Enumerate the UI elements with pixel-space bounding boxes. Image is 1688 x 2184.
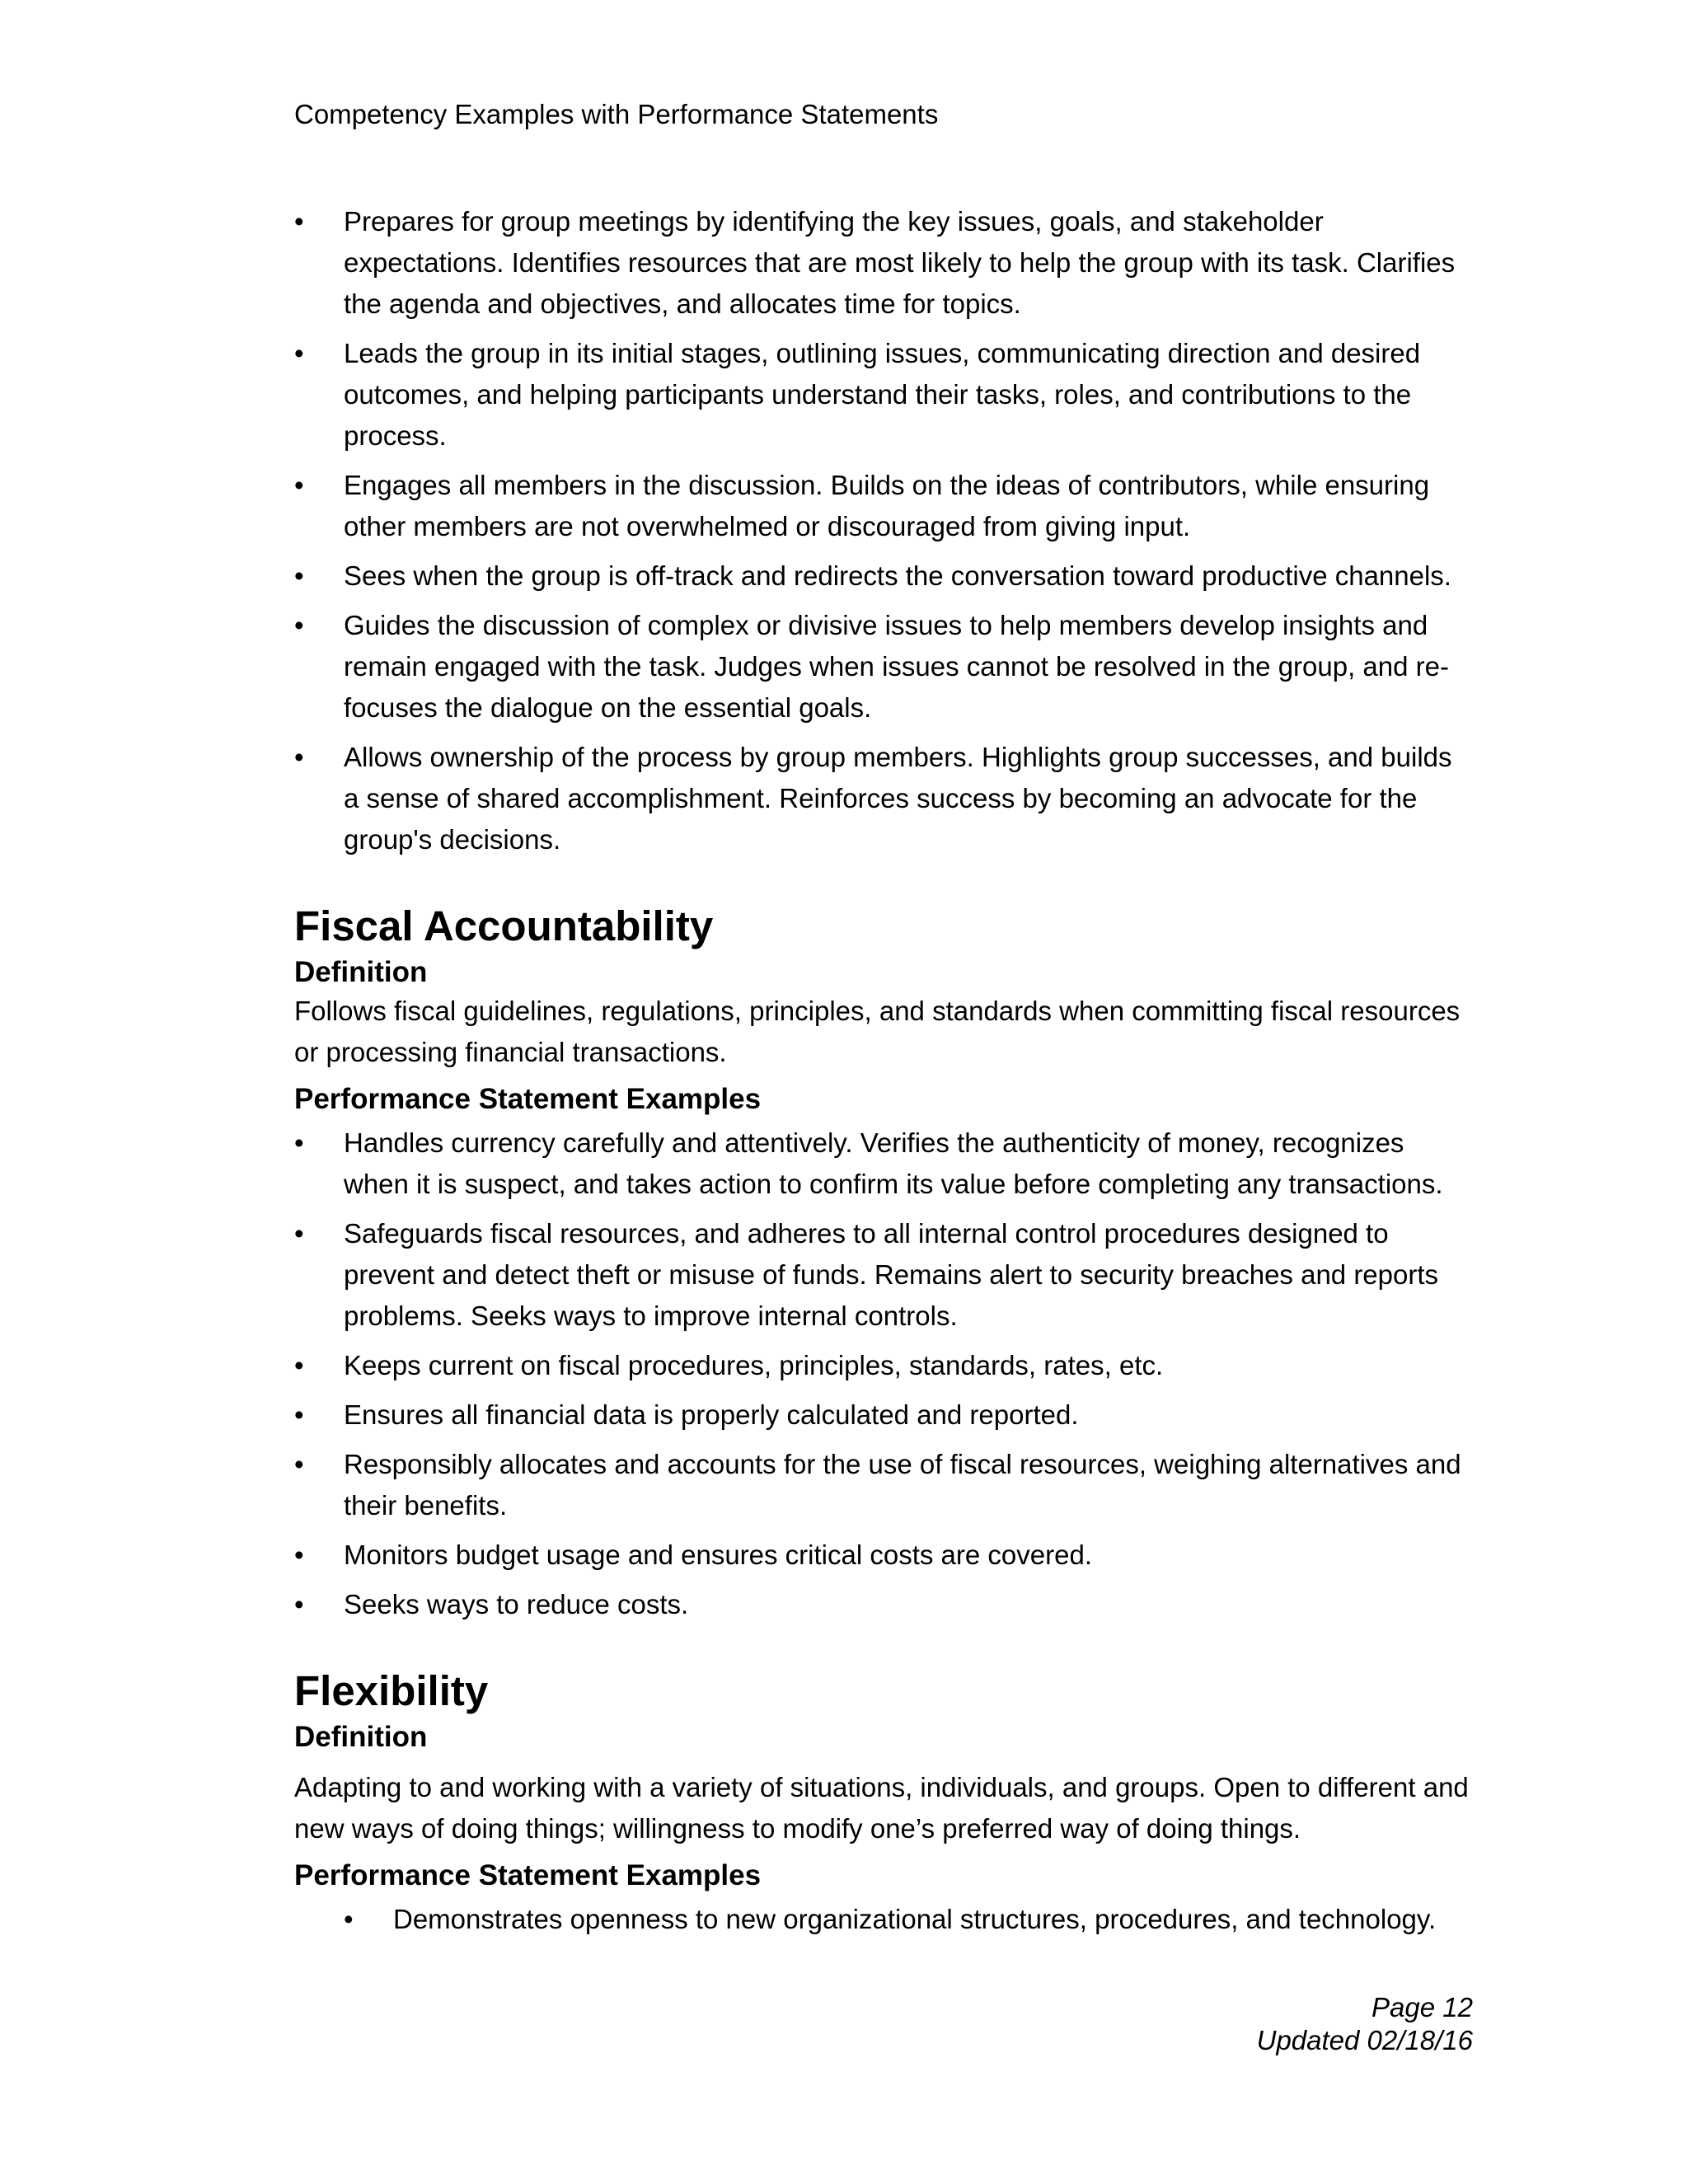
list-item: • Demonstrates openness to new organizational structures, procedures, and technology. — [344, 1899, 1473, 1940]
definition-text: Follows fiscal guidelines, regulations, principles, and standards when committing fiscal resources or processing financial transactions. — [294, 996, 1461, 1067]
list-item: • Leads the group in its initial stages, outlining issues, communicating direction and desired outcomes, and helping participants understand their tasks, roles, and contributions to the process. — [294, 333, 1473, 457]
list-item: • Guides the discussion of complex or divisive issues to help members develop insights and remain engaged with the task. Judges when issues cannot be resolved in the group, and re-focuses the dialogue on the essential goals. — [294, 605, 1473, 729]
running-header: Competency Examples with Performance Statements — [294, 99, 939, 129]
list-item: • Responsibly allocates and accounts for the use of fiscal resources, weighing alternatives and their benefits. — [294, 1444, 1473, 1526]
page-footer — [1257, 1991, 1473, 2057]
examples-heading: Performance Statement Examples — [294, 1083, 762, 1115]
fiscal-accountability-section — [294, 902, 1473, 1625]
updated-date: Updated 02/18/16 — [1256, 2025, 1473, 2055]
list-item: • Engages all members in the discussion. Builds on the ideas of contributors, while ensuring other members are not overwhelmed or discouraged from giving input. — [294, 465, 1473, 547]
examples-heading: Performance Statement Examples — [294, 1859, 762, 1891]
examples-list — [294, 1899, 1473, 1940]
examples-list — [294, 1122, 1473, 1625]
definition-text: Adapting to and working with a variety of situations, individuals, and groups. Open to different and new ways of doing things; willingness to modify one’s preferred way of doing things. — [294, 1772, 1469, 1844]
list-item: • Handles currency carefully and attentively. Verifies the authenticity of money, recognizes when it is suspect, and takes action to confirm its value before completing any transactions. — [294, 1122, 1473, 1205]
list-item: • Sees when the group is off-track and redirects the conversation toward productive channels. — [294, 555, 1473, 597]
list-item: • Monitors budget usage and ensures critical costs are covered. — [294, 1535, 1473, 1576]
flexibility-section — [294, 1666, 1473, 1940]
list-item: • Ensures all financial data is properly calculated and reported. — [294, 1394, 1473, 1436]
section-title: Flexibility — [294, 1667, 489, 1714]
page-number: Page 12 — [1372, 1992, 1473, 2022]
intro-bullet-list — [294, 201, 1473, 860]
section-title: Fiscal Accountability — [294, 902, 714, 949]
list-item: • Safeguards fiscal resources, and adheres to all internal control procedures designed to prevent and detect theft or misuse of funds. Remains alert to security breaches and reports problems. Seeks ways to improve internal controls. — [294, 1213, 1473, 1337]
page-content — [294, 201, 1473, 1948]
definition-heading: Definition — [294, 956, 428, 988]
list-item: • Seeks ways to reduce costs. — [294, 1584, 1473, 1625]
definition-heading: Definition — [294, 1721, 428, 1753]
list-item: • Allows ownership of the process by group members. Highlights group successes, and builds a sense of shared accomplishment. Reinforces success by becoming an advocate for the group's decisions. — [294, 737, 1473, 860]
list-item: • Keeps current on fiscal procedures, principles, standards, rates, etc. — [294, 1345, 1473, 1386]
list-item: • Prepares for group meetings by identifying the key issues, goals, and stakeholder expectations. Identifies resources that are most likely to help the group with its task. Clarifies the agenda and objectives, and allocates time for topics. — [294, 201, 1473, 325]
document-page — [294, 0, 1473, 2184]
